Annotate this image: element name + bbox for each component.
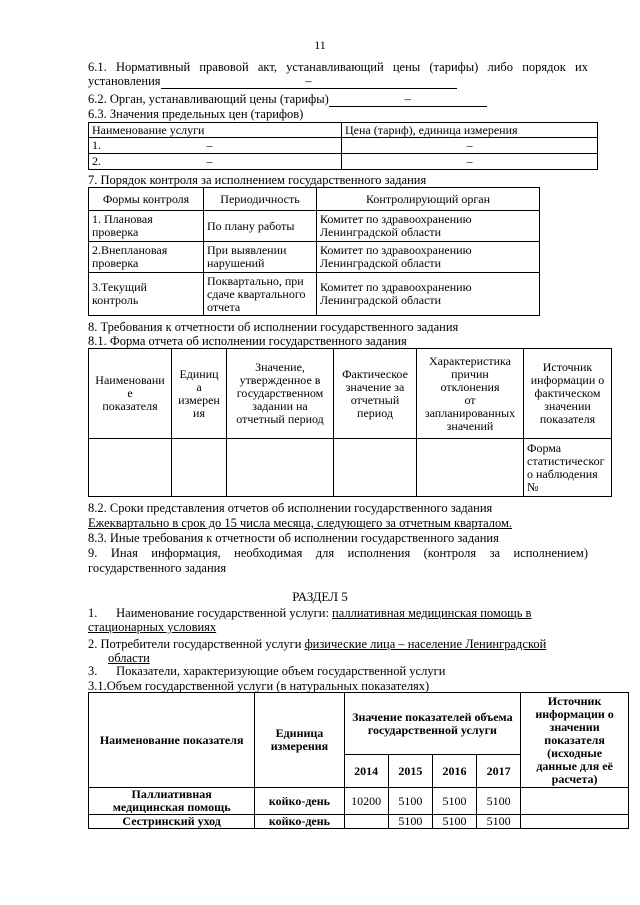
section-5-item-3: 3. Показатели, характеризующие объем государственной услуги (88, 664, 446, 678)
section-5-item-3-1: 3.1.Объем государственной услуги (в натуральных показателях) (88, 679, 430, 693)
volume-row-2-2014 (344, 815, 388, 829)
volume-row-2-2017: 5100 (477, 815, 521, 829)
section-8-1-title: 8.1. Форма отчета об исполнении государственного задания (88, 334, 407, 348)
report-header-unit: Единиц а измерен ия (172, 349, 227, 439)
volume-year-2014: 2014 (344, 755, 388, 788)
section-8-title: 8. Требования к отчетности об исполнении государственного задания (88, 320, 459, 334)
section-7-title: 7. Порядок контроля за исполнением государственного задания (88, 173, 427, 187)
control-row-3-form: 3.Текущий контроль (89, 273, 204, 316)
volume-row-1-2017: 5100 (477, 788, 521, 815)
control-row-2-organ: Комитет по здравоохранению Ленинградской области (317, 242, 540, 273)
volume-header-name: Наименование показателя (89, 693, 255, 788)
page-number: 11 (314, 38, 326, 52)
volume-header-source: Источник информации о значении показателя (исходные данные для её расчета) (521, 693, 629, 788)
report-header-planned: Значение, утвержденное в государственном задании на отчетный период (227, 349, 334, 439)
tariff-row-1-price: – (342, 138, 598, 154)
volume-row-1-source (521, 788, 629, 815)
section-6-1-value: – (161, 74, 457, 89)
section-5-item-1-cont: стационарных условиях (88, 620, 217, 634)
volume-row-2-2016: 5100 (432, 815, 476, 829)
section-6-2-value: – (329, 92, 487, 107)
tariff-table (88, 122, 598, 170)
control-row-1-form: 1. Плановая проверка (89, 211, 204, 242)
section-5-item-2-cont: области (108, 651, 150, 665)
tariff-header-price: Цена (тариф), единица измерения (342, 123, 598, 138)
volume-row-1-2015: 5100 (388, 788, 432, 815)
tariff-row-2-price: – (342, 154, 598, 170)
volume-year-2016: 2016 (432, 755, 476, 788)
section-5-item-2: 2. Потребители государственной услуги физические лица – население Ленинградской (88, 637, 547, 651)
control-header-period: Периодичность (204, 188, 317, 211)
report-cell-name (89, 439, 172, 497)
volume-header-unit: Единица измерения (255, 693, 344, 788)
section-6-3-title: 6.3. Значения предельных цен (тарифов) (88, 107, 304, 121)
report-cell-unit (172, 439, 227, 497)
section-5-title: РАЗДЕЛ 5 (292, 589, 348, 604)
control-row-2-period: При выявлении нарушений (204, 242, 317, 273)
volume-table (88, 692, 629, 829)
section-6-1-line1: 6.1. Нормативный правовой акт, устанавливающий цены (тарифы) либо порядок их (88, 60, 588, 74)
section-9-line1: 9. Иная информация, необходимая для исполнения (контроля за исполнением) (88, 546, 588, 560)
tariff-row-1-name: 1. – (89, 138, 342, 154)
section-8-3: 8.3. Иные требования к отчетности об исполнении государственного задания (88, 531, 499, 545)
tariff-header-name: Наименование услуги (89, 123, 342, 138)
volume-header-values: Значение показателей объема государственной услуги (344, 693, 521, 755)
volume-year-2015: 2015 (388, 755, 432, 788)
control-row-2-form: 2.Внеплановая проверка (89, 242, 204, 273)
control-row-1-period: По плану работы (204, 211, 317, 242)
section-8-2-title: 8.2. Сроки представления отчетов об исполнении государственного задания (88, 501, 493, 515)
section-6-1-line2: установления – (88, 74, 457, 89)
section-8-2-value: Ежеквартально в срок до 15 числа месяца, следующего за отчетным кварталом. (88, 516, 513, 530)
report-cell-source: Форма статистическог о наблюдения № (524, 439, 612, 497)
tariff-row-2-name: 2. – (89, 154, 342, 170)
report-form-table (88, 348, 612, 497)
volume-row-1-unit: койко-день (255, 788, 344, 815)
volume-year-2017: 2017 (477, 755, 521, 788)
volume-row-1-2016: 5100 (432, 788, 476, 815)
control-header-organ: Контролирующий орган (317, 188, 540, 211)
section-5-item-1: 1. Наименование государственной услуги: паллиативная медицинская помощь в (88, 606, 532, 620)
volume-row-2-2015: 5100 (388, 815, 432, 829)
report-header-actual: Фактическое значение за отчетный период (334, 349, 417, 439)
control-table (88, 187, 540, 316)
report-header-source: Источник информации о фактическом значении показателя (524, 349, 612, 439)
volume-row-2-source (521, 815, 629, 829)
volume-row-1-name: Паллиативная медицинская помощь (89, 788, 255, 815)
report-header-name: Наименовани е показателя (89, 349, 172, 439)
volume-row-1-2014: 10200 (344, 788, 388, 815)
report-cell-planned (227, 439, 334, 497)
control-row-3-period: Поквартально, при сдаче квартального отчета (204, 273, 317, 316)
volume-row-2-name: Сестринский уход (89, 815, 255, 829)
report-cell-deviation (417, 439, 524, 497)
report-cell-actual (334, 439, 417, 497)
section-6-2: 6.2. Орган, устанавливающий цены (тарифы) – (88, 92, 487, 107)
control-row-3-organ: Комитет по здравоохранению Ленинградской области (317, 273, 540, 316)
control-row-1-organ: Комитет по здравоохранению Ленинградской области (317, 211, 540, 242)
control-header-form: Формы контроля (89, 188, 204, 211)
volume-row-2-unit: койко-день (255, 815, 344, 829)
section-9-line2: государственного задания (88, 561, 227, 575)
report-header-deviation: Характеристика причин отклонения от запланированных значений (417, 349, 524, 439)
